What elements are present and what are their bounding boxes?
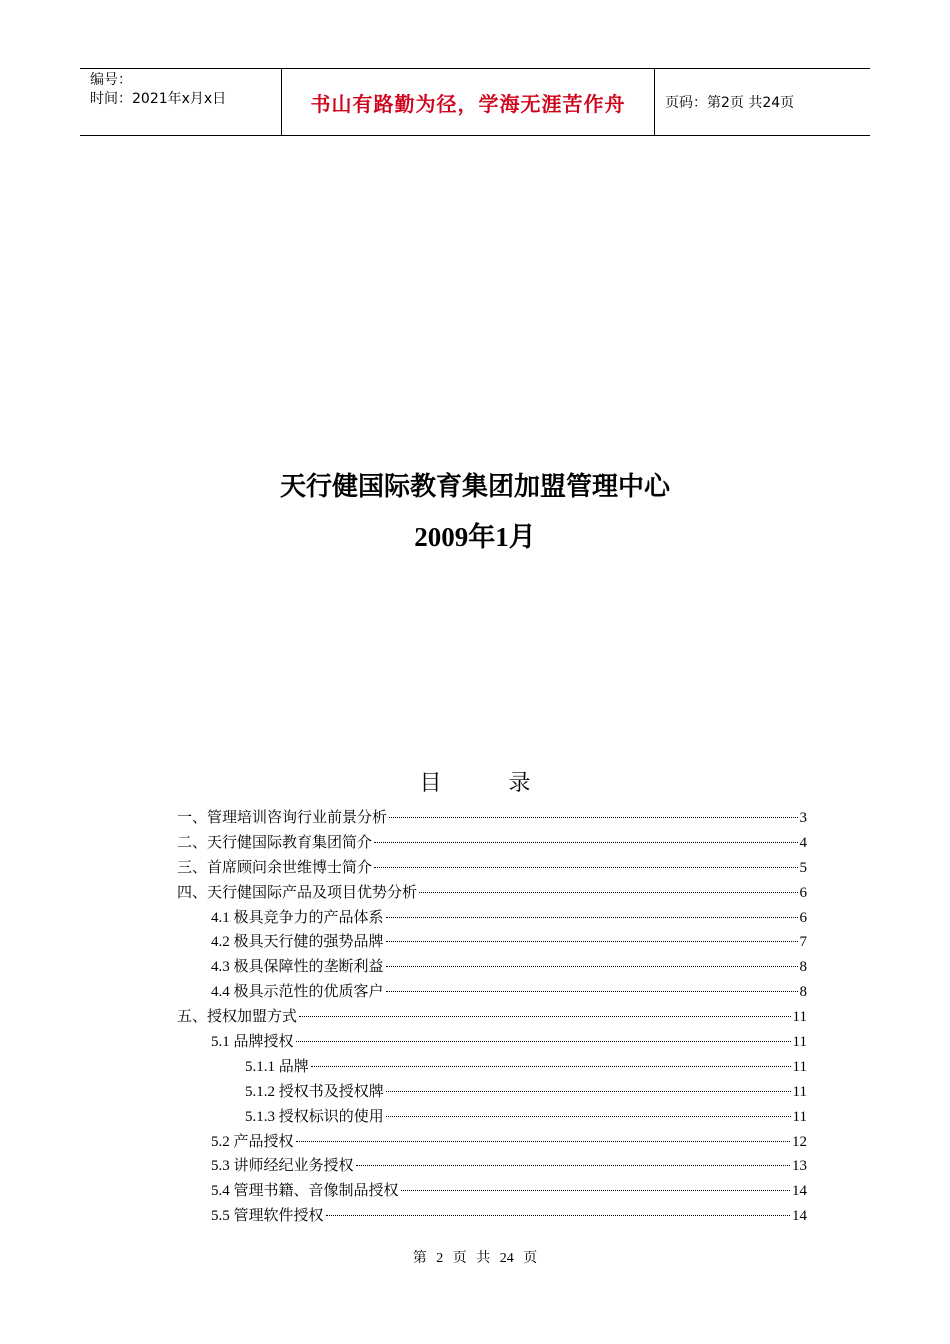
toc-entry-label: 三、首席顾问余世维博士简介 [177, 859, 373, 876]
toc-entry[interactable] [177, 1204, 807, 1229]
toc-entry-label: 二、天行健国际教育集团简介 [177, 834, 373, 851]
toc-entry-page: 4 [799, 834, 807, 851]
toc-entry[interactable] [177, 980, 807, 1005]
toc-entry[interactable] [177, 1154, 807, 1179]
toc-entry-page: 5 [799, 859, 807, 876]
toc-entry-label: 4.3 极具保障性的垄断利益 [211, 959, 384, 976]
page-footer: 第 2 页 共 24 页 [412, 1251, 538, 1266]
toc-leader-dots [356, 1165, 790, 1166]
toc-leader-dots [374, 867, 797, 868]
toc-leader-dots [389, 817, 797, 818]
toc-entry-label: 5.1.3 授权标识的使用 [245, 1108, 384, 1125]
toc-leader-dots [386, 1116, 791, 1117]
toc-entry-label: 4.2 极具天行健的强势品牌 [211, 934, 384, 951]
toc-entry-page: 14 [792, 1183, 807, 1200]
table-of-contents [177, 806, 807, 1229]
toc-leader-dots [419, 892, 797, 893]
toc-entry-page: 3 [799, 810, 807, 826]
motto: 书山有路勤为径，学海无涯苦作舟 [282, 69, 655, 135]
toc-entry[interactable] [177, 955, 807, 980]
toc-entry[interactable] [177, 906, 807, 931]
page-info: 页码：第2页 共24页 [665, 95, 795, 111]
toc-entry-page: 7 [799, 934, 807, 951]
toc-entry-label: 5.1.1 品牌 [245, 1058, 309, 1075]
toc-leader-dots [386, 966, 798, 967]
toc-entry[interactable] [177, 856, 807, 881]
toc-leader-dots [374, 842, 797, 843]
toc-entry-page: 11 [792, 1034, 807, 1051]
toc-entry-label: 5.5 管理软件授权 [211, 1208, 324, 1225]
toc-leader-dots [386, 1091, 791, 1092]
toc-entry-label: 5.1 品牌授权 [211, 1034, 294, 1051]
time-label: 时间：2021年x月x日 [90, 91, 227, 107]
toc-entry-label: 5.3 讲师经纪业务授权 [211, 1158, 354, 1175]
toc-entry[interactable] [177, 1105, 807, 1130]
toc-leader-dots [386, 941, 798, 942]
toc-entry[interactable] [177, 1055, 807, 1080]
document-date: 2009年1月 [414, 522, 536, 552]
toc-entry-page: 12 [792, 1133, 807, 1150]
toc-entry[interactable] [177, 831, 807, 856]
toc-entry[interactable] [177, 881, 807, 906]
toc-entry-page: 6 [799, 884, 807, 901]
toc-entry-label: 一、管理培训咨询行业前景分析 [177, 810, 388, 826]
toc-entry-label: 五、授权加盟方式 [177, 1009, 298, 1026]
toc-leader-dots [311, 1066, 791, 1067]
document-title: 天行健国际教育集团加盟管理中心 [279, 472, 670, 502]
toc-entry-label: 5.4 管理书籍、音像制品授权 [211, 1183, 399, 1200]
toc-entry[interactable] [177, 1130, 807, 1155]
toc-leader-dots [296, 1041, 791, 1042]
toc-entry-page: 8 [799, 984, 807, 1001]
toc-leader-dots [386, 917, 798, 918]
number-label: 编号： [90, 72, 132, 88]
toc-entry[interactable] [177, 1005, 807, 1030]
toc-entry-page: 14 [792, 1208, 807, 1225]
toc-leader-dots [296, 1141, 790, 1142]
toc-leader-dots [326, 1215, 790, 1216]
toc-leader-dots [401, 1190, 790, 1191]
toc-entry[interactable] [177, 1179, 807, 1204]
toc-heading: 目 录 [419, 771, 531, 796]
toc-entry-label: 5.2 产品授权 [211, 1133, 294, 1150]
toc-entry-label: 5.1.2 授权书及授权牌 [245, 1083, 384, 1100]
header-meta-cell [80, 69, 282, 135]
toc-entry[interactable] [177, 930, 807, 955]
toc-entry-page: 13 [792, 1158, 807, 1175]
toc-entry-label: 4.1 极具竞争力的产品体系 [211, 909, 384, 926]
toc-leader-dots [386, 991, 798, 992]
toc-entry-page: 11 [792, 1058, 807, 1075]
toc-leader-dots [299, 1016, 791, 1017]
toc-entry[interactable] [177, 1080, 807, 1105]
toc-entry-page: 11 [792, 1108, 807, 1125]
toc-entry[interactable] [177, 1030, 807, 1055]
toc-entry-label: 四、天行健国际产品及项目优势分析 [177, 884, 418, 901]
toc-entry-page: 8 [799, 959, 807, 976]
toc-entry-page: 6 [799, 909, 807, 926]
toc-entry-page: 11 [792, 1009, 807, 1026]
toc-entry-label: 4.4 极具示范性的优质客户 [211, 984, 384, 1001]
header-table [80, 68, 870, 136]
toc-entry-page: 11 [792, 1083, 807, 1100]
toc-entry[interactable] [177, 806, 807, 831]
